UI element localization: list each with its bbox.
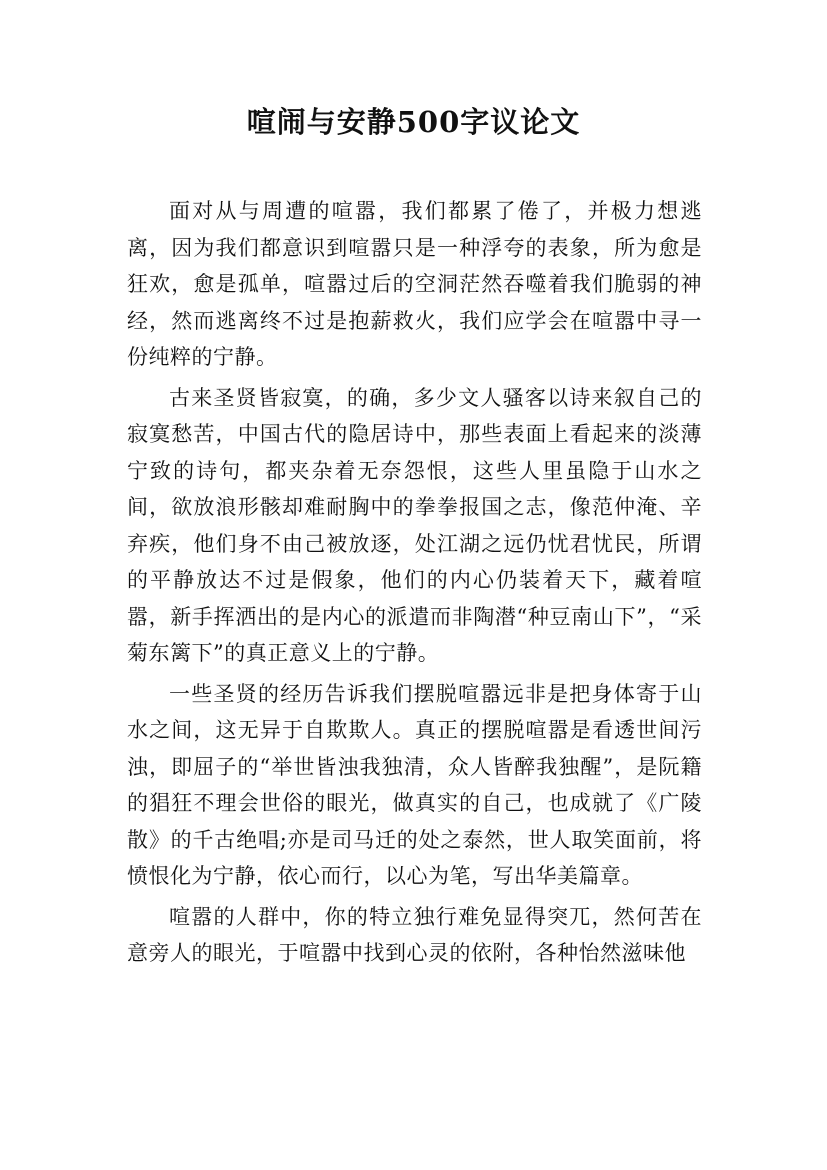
document-body <box>127 193 702 976</box>
paragraph-4: 喧嚣的人群中，你的特立独行难免显得突兀，然何苦在意旁人的眼光，于喧嚣中找到心灵的依附，各种怡然滋味他 <box>127 904 702 965</box>
paragraph-2: 古来圣贤皆寂寞，的确，多少文人骚客以诗来叙自己的寂寞愁苦，中国古代的隐居诗中，那些表面上看起来的淡薄宁致的诗句，都夹杂着无奈怨恨，这些人里虽隐于山水之间，欲放浪形骸却难耐胸中的拳拳报国之志，像范仲淹、辛弃疾，他们身不由己被放逐，处江湖之远仍忧君忧民，所谓的平静放达不过是假象，他们的内心仍装着天下，藏着喧嚣，新手挥洒出的是内心的派遣而非陶潜“种豆南山下”，“采菊东篱下”的真正意义上的宁静。 <box>127 385 702 665</box>
paragraph-1: 面对从与周遭的喧嚣，我们都累了倦了，并极力想逃离，因为我们都意识到喧嚣只是一种浮夸的表象，所为愈是狂欢，愈是孤单，喧嚣过后的空洞茫然吞噬着我们脆弱的神经，然而逃离终不过是抱薪救火，我们应学会在喧嚣中寻一份纯粹的宁静。 <box>127 199 702 369</box>
document-title: 喧闹与安静500字议论文 <box>246 105 581 139</box>
paragraph-3: 一些圣贤的经历告诉我们摆脱喧嚣远非是把身体寄于山水之间，这无异于自欺欺人。真正的摆脱喧嚣是看透世间污浊，即屈子的“举世皆浊我独清，众人皆醉我独醒”，是阮籍的猖狂不理会世俗的眼光，做真实的自己，也成就了《广陵散》的千古绝唱;亦是司马迁的处之泰然，世人取笑面前，将愤恨化为宁静，依心而行，以心为笔，写出华美篇章。 <box>127 681 702 888</box>
